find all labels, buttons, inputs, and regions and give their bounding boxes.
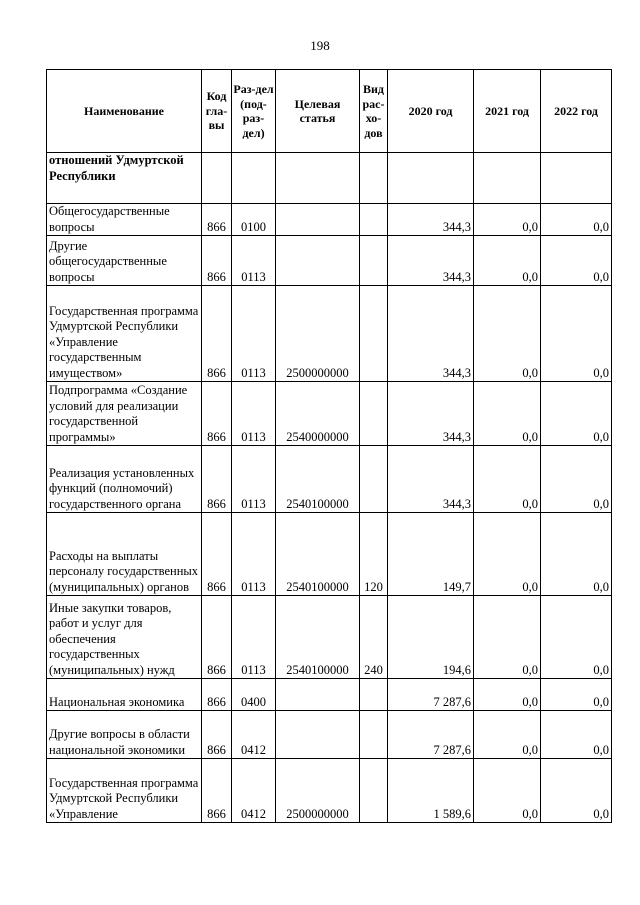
- row-2022-cell: 0,0: [541, 596, 612, 679]
- row-name-cell: отношений Удмуртской Республики: [47, 153, 202, 204]
- table-row: [47, 711, 612, 759]
- row-name-cell: Расходы на выплаты персоналу государственных (муниципальных) органов: [47, 513, 202, 596]
- row-2020-cell: 194,6: [388, 596, 474, 679]
- row-name-cell: Национальная экономика: [47, 679, 202, 711]
- row-target-cell: [276, 153, 360, 204]
- table-row: [47, 446, 612, 513]
- header-target: Целевая статья: [276, 70, 360, 153]
- row-name-cell: Подпрограмма «Создание условий для реализации государственной программы»: [47, 382, 202, 446]
- row-2021-cell: 0,0: [474, 513, 541, 596]
- row-2021-cell: 0,0: [474, 446, 541, 513]
- row-name-cell: Общегосударственные вопросы: [47, 204, 202, 236]
- row-expense-type-cell: [360, 759, 388, 823]
- row-target-cell: [276, 204, 360, 236]
- row-2022-cell: 0,0: [541, 679, 612, 711]
- row-expense-type-cell: [360, 446, 388, 513]
- row-chapter-cell: 866: [202, 679, 232, 711]
- row-name-cell: Иные закупки товаров, работ и услуг для обеспечения государственных (муниципальных) нужд: [47, 596, 202, 679]
- row-name-cell: Государственная программа Удмуртской Республики «Управление государственным имуществом»: [47, 286, 202, 382]
- row-chapter-cell: 866: [202, 382, 232, 446]
- row-expense-type-cell: [360, 382, 388, 446]
- header-expense-type: Вид рас-хо-дов: [360, 70, 388, 153]
- row-2020-cell: 344,3: [388, 204, 474, 236]
- row-2022-cell: 0,0: [541, 759, 612, 823]
- row-2022-cell: 0,0: [541, 236, 612, 286]
- row-2021-cell: 0,0: [474, 382, 541, 446]
- table-row: [47, 204, 612, 236]
- row-expense-type-cell: [360, 711, 388, 759]
- header-name: Наименование: [47, 70, 202, 153]
- row-2020-cell: 7 287,6: [388, 711, 474, 759]
- header-chapter: Код гла-вы: [202, 70, 232, 153]
- page-number: 198: [310, 38, 330, 53]
- row-section-cell: 0113: [232, 513, 276, 596]
- row-2020-cell: 1 589,6: [388, 759, 474, 823]
- row-chapter-cell: 866: [202, 513, 232, 596]
- table-row: [47, 153, 612, 204]
- row-target-cell: [276, 236, 360, 286]
- row-2020-cell: 149,7: [388, 513, 474, 596]
- row-2021-cell: 0,0: [474, 711, 541, 759]
- row-2020-cell: 7 287,6: [388, 679, 474, 711]
- row-section-cell: 0113: [232, 236, 276, 286]
- row-name-cell: Другие вопросы в области национальной экономики: [47, 711, 202, 759]
- header-section: Раз-дел (под-раз-дел): [232, 70, 276, 153]
- row-section-cell: 0412: [232, 759, 276, 823]
- row-2020-cell: 344,3: [388, 446, 474, 513]
- row-2021-cell: 0,0: [474, 679, 541, 711]
- row-2020-cell: 344,3: [388, 236, 474, 286]
- row-target-cell: 2540100000: [276, 446, 360, 513]
- header-2022: 2022 год: [541, 70, 612, 153]
- table-body: [47, 153, 612, 823]
- row-target-cell: 2500000000: [276, 286, 360, 382]
- row-2020-cell: 344,3: [388, 382, 474, 446]
- row-expense-type-cell: [360, 286, 388, 382]
- row-section-cell: 0113: [232, 382, 276, 446]
- table-row: [47, 513, 612, 596]
- row-chapter-cell: [202, 153, 232, 204]
- header-2021: 2021 год: [474, 70, 541, 153]
- table-row: [47, 596, 612, 679]
- table-row: [47, 679, 612, 711]
- row-target-cell: 2540100000: [276, 513, 360, 596]
- row-2021-cell: 0,0: [474, 286, 541, 382]
- row-target-cell: 2500000000: [276, 759, 360, 823]
- row-2021-cell: [474, 153, 541, 204]
- row-section-cell: 0113: [232, 446, 276, 513]
- row-target-cell: 2540100000: [276, 596, 360, 679]
- row-2022-cell: 0,0: [541, 513, 612, 596]
- row-2021-cell: 0,0: [474, 759, 541, 823]
- row-2022-cell: 0,0: [541, 446, 612, 513]
- row-section-cell: 0400: [232, 679, 276, 711]
- budget-table: [46, 69, 612, 823]
- row-expense-type-cell: [360, 236, 388, 286]
- row-2021-cell: 0,0: [474, 596, 541, 679]
- row-chapter-cell: 866: [202, 204, 232, 236]
- header-2020: 2020 год: [388, 70, 474, 153]
- row-2022-cell: 0,0: [541, 711, 612, 759]
- row-2020-cell: [388, 153, 474, 204]
- row-chapter-cell: 866: [202, 286, 232, 382]
- row-expense-type-cell: 120: [360, 513, 388, 596]
- row-expense-type-cell: [360, 679, 388, 711]
- row-2021-cell: 0,0: [474, 236, 541, 286]
- row-chapter-cell: 866: [202, 596, 232, 679]
- row-expense-type-cell: [360, 204, 388, 236]
- row-2022-cell: 0,0: [541, 286, 612, 382]
- row-section-cell: 0113: [232, 286, 276, 382]
- row-expense-type-cell: [360, 153, 388, 204]
- row-target-cell: [276, 679, 360, 711]
- row-section-cell: 0100: [232, 204, 276, 236]
- row-target-cell: 2540000000: [276, 382, 360, 446]
- row-2020-cell: 344,3: [388, 286, 474, 382]
- row-section-cell: 0412: [232, 711, 276, 759]
- table-row: [47, 759, 612, 823]
- table-row: [47, 286, 612, 382]
- row-name-cell: Государственная программа Удмуртской Республики «Управление: [47, 759, 202, 823]
- table-row: [47, 236, 612, 286]
- row-2022-cell: 0,0: [541, 382, 612, 446]
- row-name-cell: Другие общегосударственные вопросы: [47, 236, 202, 286]
- row-name-cell: Реализация установленных функций (полномочий) государственного органа: [47, 446, 202, 513]
- row-section-cell: [232, 153, 276, 204]
- row-chapter-cell: 866: [202, 759, 232, 823]
- row-section-cell: 0113: [232, 596, 276, 679]
- row-2022-cell: 0,0: [541, 204, 612, 236]
- row-2021-cell: 0,0: [474, 204, 541, 236]
- table-row: [47, 382, 612, 446]
- row-chapter-cell: 866: [202, 236, 232, 286]
- row-chapter-cell: 866: [202, 711, 232, 759]
- row-expense-type-cell: 240: [360, 596, 388, 679]
- row-2022-cell: [541, 153, 612, 204]
- header-row: [47, 70, 612, 153]
- row-target-cell: [276, 711, 360, 759]
- row-chapter-cell: 866: [202, 446, 232, 513]
